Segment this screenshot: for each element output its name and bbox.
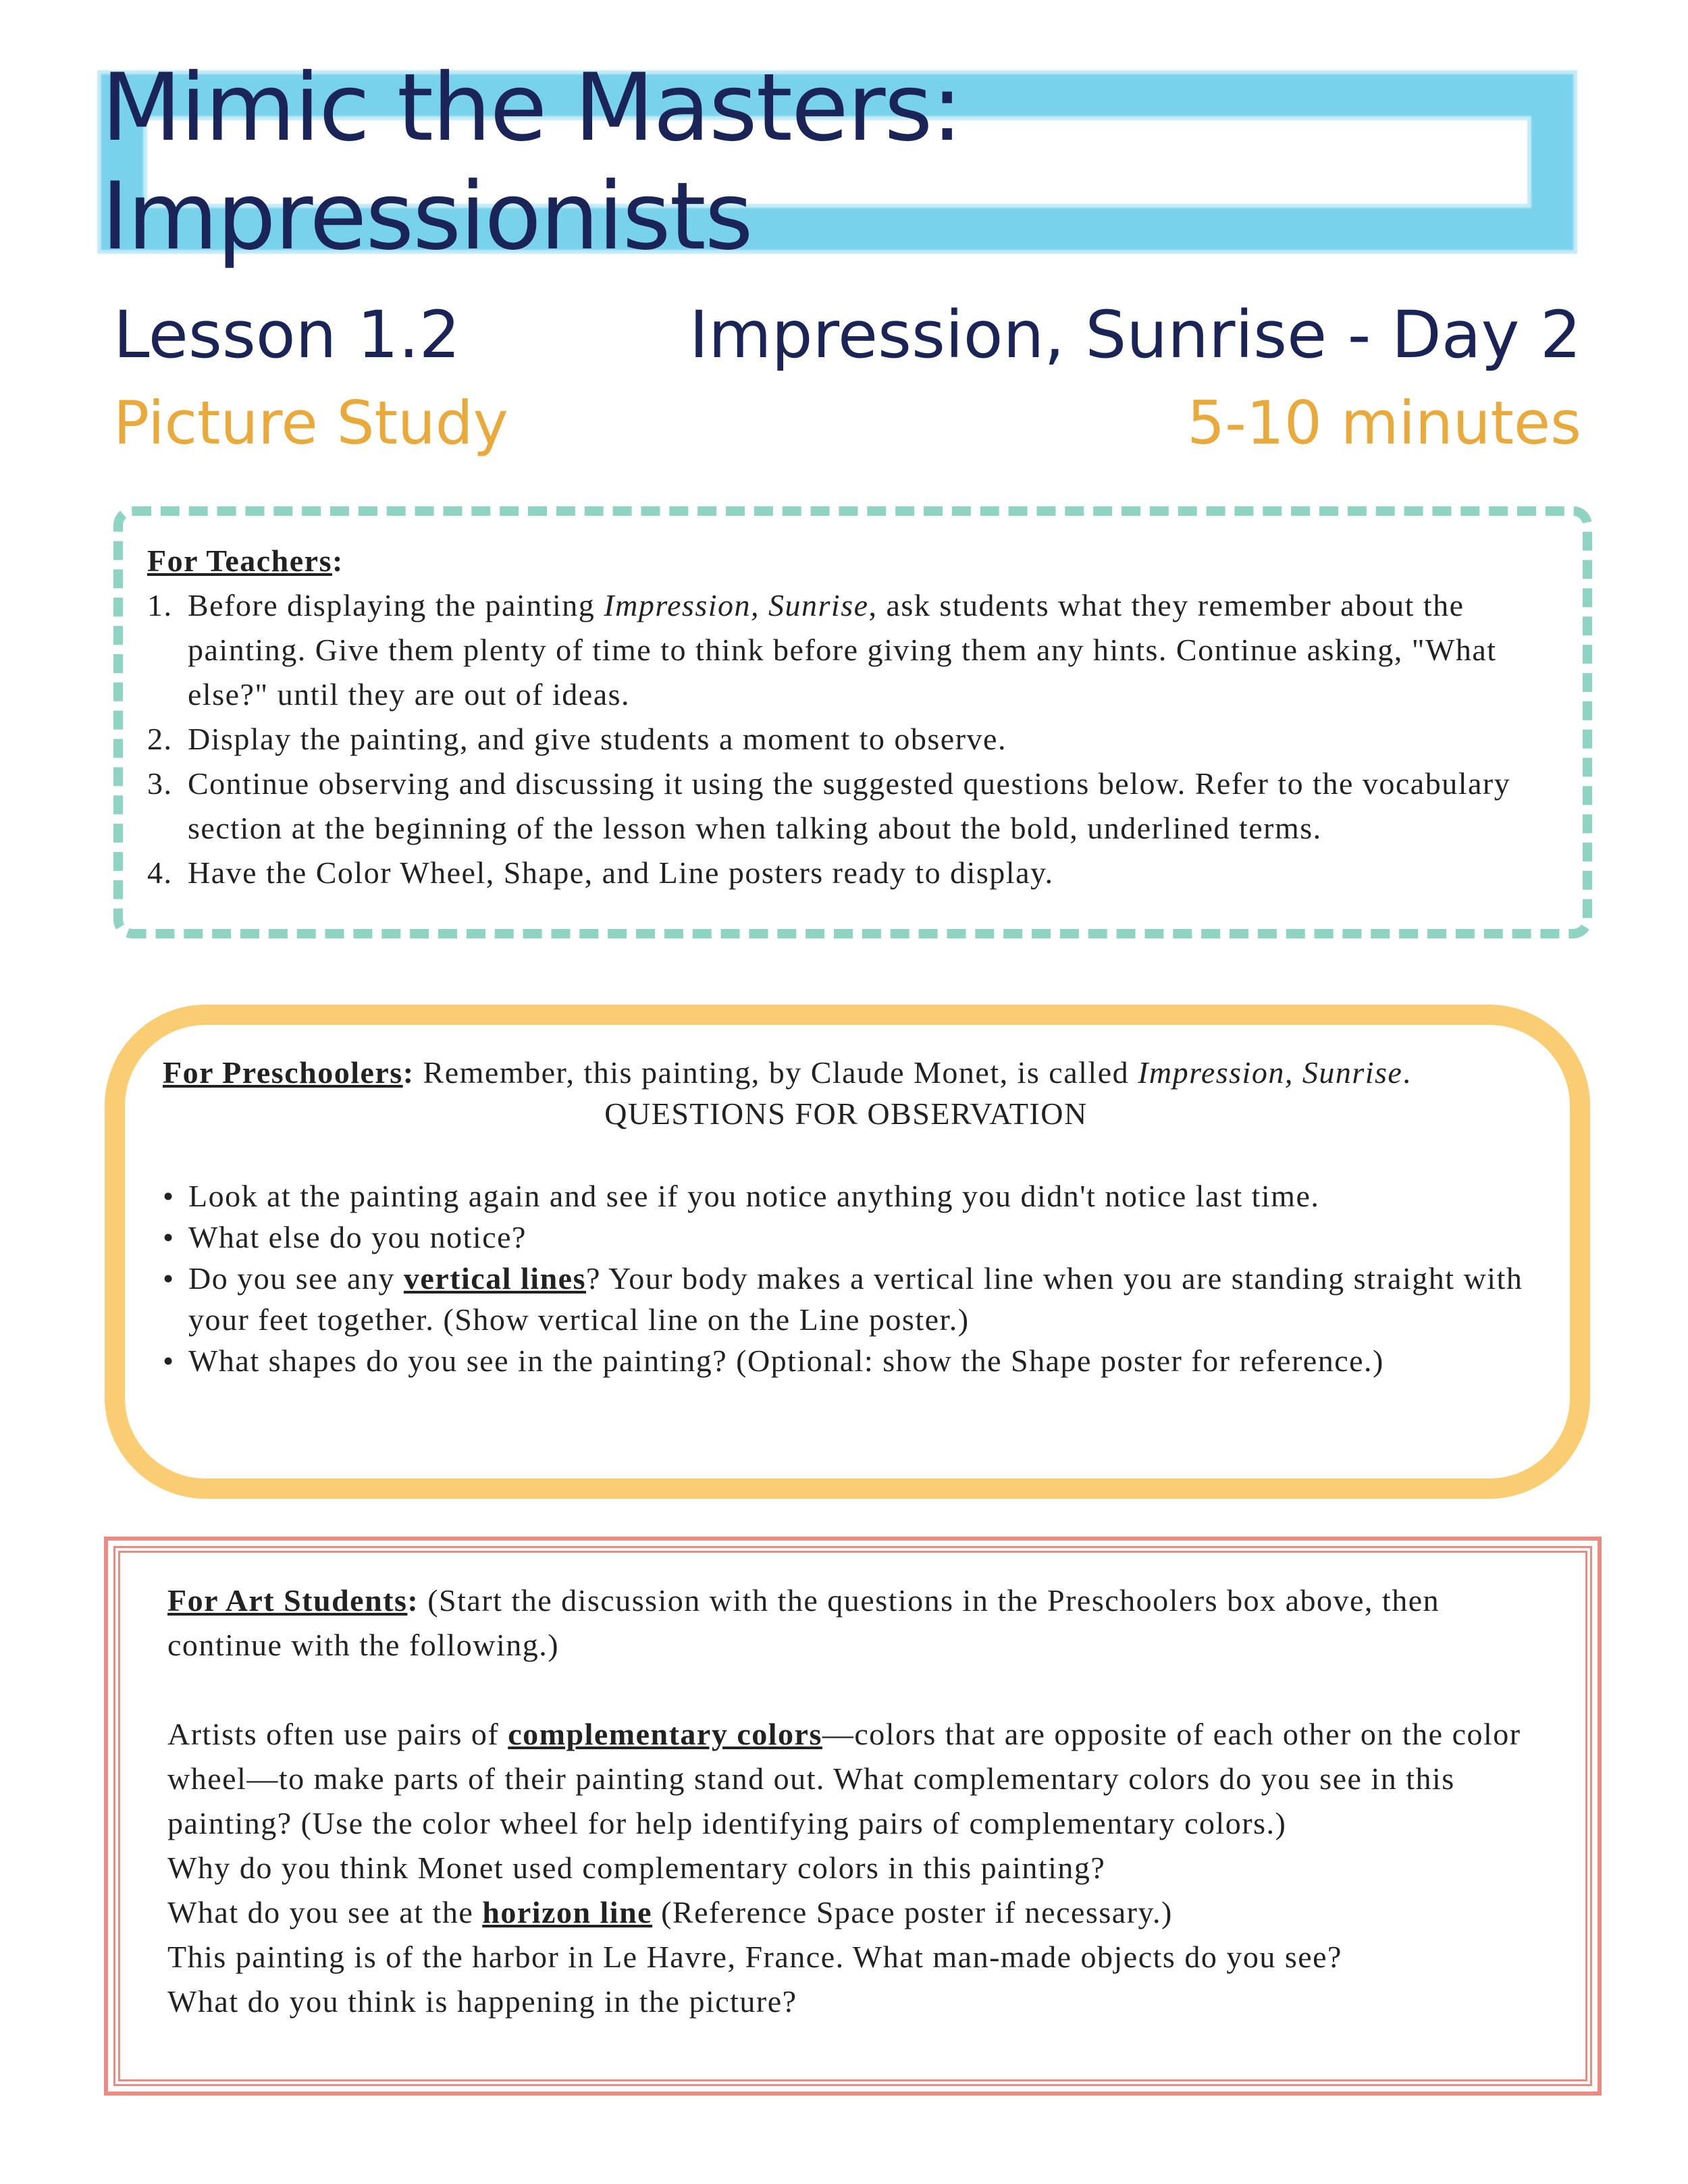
teachers-box: For Teachers: 1. Before displaying the painting Impression, Sunrise, ask students what they remember about the painting. Give them plenty of time to think before giving them any hints. Continue asking, "What else?" until they are out of ideas. 2. Display the painting, and give students a moment to observe. 3. Continue observing and discussing it using the suggested questions below. Refer to the vocabulary section at the beginning of the lesson when talking about the bold, underlined terms. 4. Have the Color Wheel, Shape, and Line posters ready to display. xyxy=(113,506,1592,938)
art-students-heading: For Art Students xyxy=(167,1583,408,1618)
list-item: • What shapes do you see in the painting? (Optional: show the Shape poster for reference.) xyxy=(163,1340,1529,1381)
questions-heading: QUESTIONS FOR OBSERVATION xyxy=(604,1096,1088,1131)
art-question: What do you think is happening in the picture? xyxy=(167,1984,797,2019)
preschoolers-intro: For Preschoolers: Remember, this painting, by Claude Monet, is called Impression, Sunrise. xyxy=(163,1055,1412,1090)
term-vertical-lines: vertical lines xyxy=(403,1261,586,1296)
art-students-box xyxy=(113,1546,1592,2086)
list-item: 4. Have the Color Wheel, Shape, and Line posters ready to display. xyxy=(147,855,1054,890)
page-title: Mimic the Masters: Impressionists xyxy=(101,53,961,271)
list-item: 2. Display the painting, and give students a moment to observe. xyxy=(147,722,1007,756)
teachers-heading: For Teachers xyxy=(147,543,332,578)
art-intro: For Art Students: (Start the discussion with the questions in the Preschoolers box above, then continue with the following.) xyxy=(167,1583,1440,1662)
study-duration: 5-10 minutes xyxy=(1187,388,1581,458)
list-item: • Do you see any vertical lines? Your body makes a vertical line when you are standing straight with your feet together. (Show vertical line on the Line poster.) xyxy=(163,1258,1529,1340)
preschoolers-questions xyxy=(163,1175,1529,1381)
study-type: Picture Study xyxy=(113,388,508,458)
art-question: This painting is of the harbor in Le Havre, France. What man-made objects do you see? xyxy=(167,1940,1342,1974)
preschoolers-heading: For Preschoolers xyxy=(163,1055,403,1090)
list-item: 3. Continue observing and discussing it using the suggested questions below. Refer to the vocabulary section at the beginning of the lesson when talking about the bold, underlined terms. xyxy=(147,766,1511,845)
teachers-steps xyxy=(147,583,1556,895)
preschoolers-box xyxy=(105,1005,1590,1499)
list-item: 1. Before displaying the painting Impression, Sunrise, ask students what they remember about the painting. Give them plenty of time to think before giving them any hints. Continue asking, "What else?" until they are out of ideas. xyxy=(147,588,1497,712)
study-header xyxy=(113,388,1581,458)
list-item: • Look at the painting again and see if you notice anything you didn't notice last time. xyxy=(163,1175,1529,1217)
lesson-number: Lesson 1.2 xyxy=(113,297,460,373)
art-question: What do you see at the horizon line (Reference Space poster if necessary.) xyxy=(167,1895,1173,1929)
art-question: Why do you think Monet used complementary colors in this painting? xyxy=(167,1850,1106,1885)
art-paragraph: Artists often use pairs of complementary colors—colors that are opposite of each other on the color wheel—to make parts of their painting stand out. What complementary colors do you see in this painting? (Use the color wheel for help identifying pairs of complementary colors.) xyxy=(167,1717,1521,1840)
term-complementary-colors: complementary colors xyxy=(508,1717,822,1751)
painting-day: Impression, Sunrise - Day 2 xyxy=(689,297,1581,373)
term-horizon-line: horizon line xyxy=(482,1895,653,1929)
lesson-header xyxy=(113,297,1581,373)
list-item: • What else do you notice? xyxy=(163,1217,1529,1258)
